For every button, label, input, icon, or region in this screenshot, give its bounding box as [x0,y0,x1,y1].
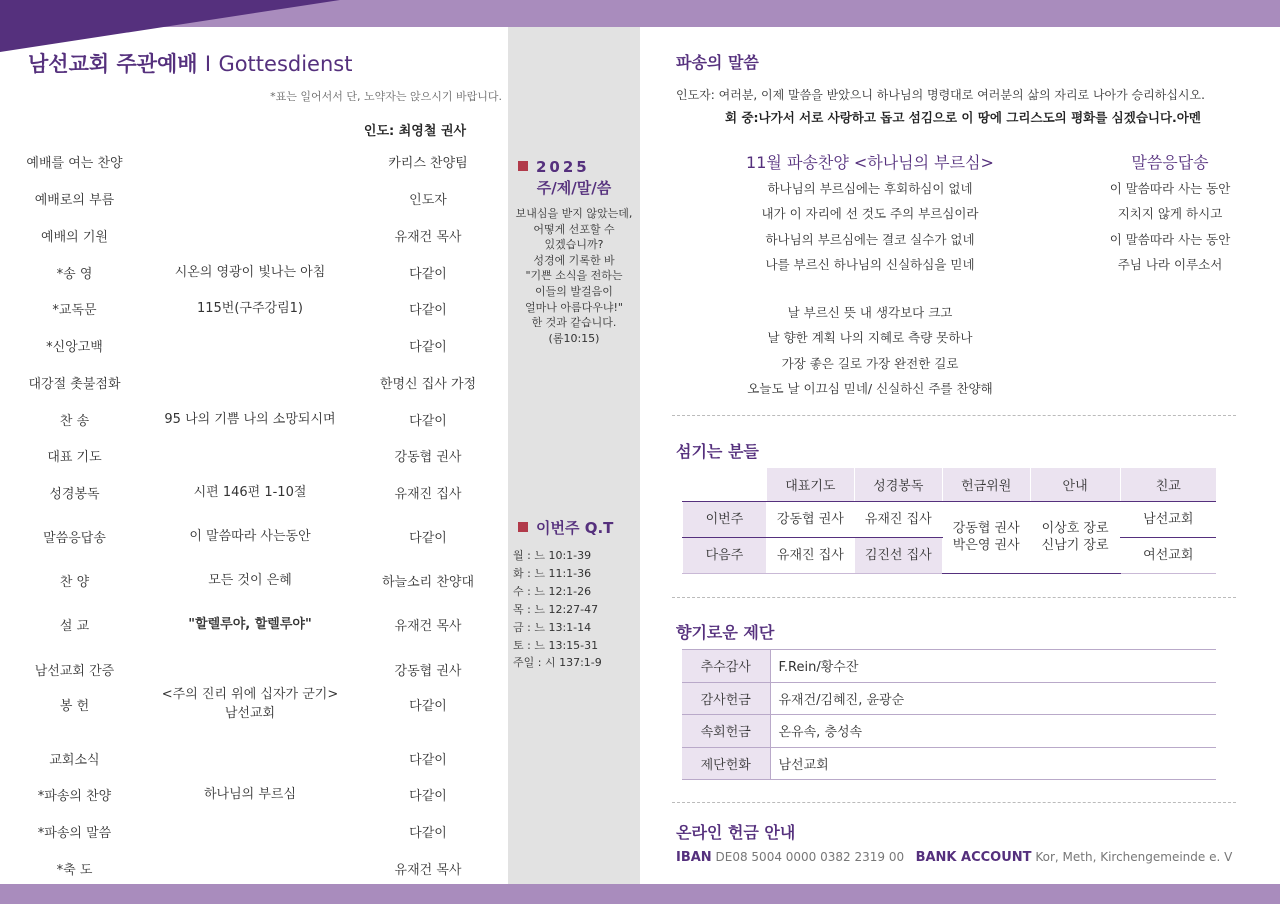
standing-note: *표는 일어서서 단, 노약자는 앉으시기 바랍니다. [270,90,502,103]
bottom-band [0,884,1280,904]
offering-label: 감사헌금 [682,682,770,715]
order-row [0,263,505,285]
lyric-line: 가장 좋은 길로 가장 완전한 길로 [781,355,959,371]
theme-verse-heading: 주/제/말/씀 [536,179,612,197]
offering-label: 제단헌화 [682,747,770,780]
order-item-detail: "할렐루야, 할렐루야" [188,617,312,632]
order-item-name: *송 영 [56,267,93,282]
offerings-title: 향기로운 제단 [676,623,775,642]
order-item-name: *파송의 말씀 [37,826,112,841]
offering-label: 속회헌금 [682,715,770,748]
order-item-detail-line: 남선교회 [224,706,276,721]
order-row [0,749,505,771]
order-item-leader: 유재건 목사 [394,863,462,878]
row-label-next-week: 다음주 [683,537,767,573]
order-row [0,410,505,432]
sending-congregation-line: 회 중:나가서 서로 사랑하고 돕고 섬김으로 이 땅에 그리스도의 평화를 심겠습니다.아멘 [725,110,1201,125]
sending-song-verse1 [720,176,1020,278]
title-separator: I [204,52,212,76]
offering-row [682,650,1216,683]
order-item-leader: 강동협 권사 [394,450,462,465]
account-label: BANK ACCOUNT [915,850,1032,865]
order-item-name: 성경봉독 [49,487,100,502]
order-item-leader: 다같이 [409,414,447,429]
lyric-line: 이 말씀따라 사는 동안 [1109,181,1231,196]
order-item-detail: 시온의 영광이 빛나는 아침 [174,265,326,280]
order-row [0,226,505,248]
order-item-detail: 하나님의 부르심 [203,787,297,802]
usher-member: 이상호 장로 [1041,521,1109,536]
lyric-line: 지치지 않게 하시고 [1117,206,1223,222]
next-week-prayer: 유재진 집사 [766,537,854,573]
order-item-leader: 다같이 [409,531,447,546]
online-title: 온라인 헌금 안내 [676,823,796,842]
offering-team-member: 박은영 권사 [952,538,1020,553]
servers-header-row [683,468,1217,501]
header-reading: 성경봉독 [854,468,942,501]
offering-value: 유재건/김혜진, 윤광순 [770,682,1216,715]
iban-label: IBAN [676,850,712,865]
theme-verse-line: 얼마나 아름다우냐!" [525,300,623,314]
order-row [0,527,505,549]
order-item-name: 찬 송 [59,414,90,429]
this-week-reading: 유재진 집사 [854,501,942,537]
offerings-table [682,649,1216,780]
section-divider [672,597,1236,598]
order-row [0,571,505,593]
qt-item: 주일 : 시 137:1-9 [513,656,602,670]
order-item-name: 말씀응답송 [43,531,106,546]
order-item-name: 설 교 [59,619,90,634]
order-item-detail: 115번(구주강림1) [196,301,304,316]
header-ushers: 안내 [1030,468,1120,501]
offering-team [942,501,1030,573]
order-item-name: *축 도 [56,863,93,878]
square-bullet-icon [518,522,528,532]
order-item-leader: 인도자 [409,193,447,208]
order-item-detail: 모든 것이 은혜 [208,573,292,588]
row-label-this-week: 이번주 [683,501,767,537]
order-item-leader: 다같이 [409,267,447,282]
order-item-name: 예배의 기원 [41,230,108,245]
order-item-leader: 다같이 [409,753,447,768]
order-item-name: 대표 기도 [47,450,102,465]
qt-item: 월 : 느 10:1-39 [513,549,592,562]
order-row [0,615,505,637]
order-row [0,822,505,844]
order-item-leader: 하늘소리 찬양대 [381,575,475,590]
theme-verse-line: "기쁜 소식을 전하는 [525,269,623,283]
order-item-leader: 다같이 [409,340,447,355]
worship-leader: 인도: 최영철 권사 [363,124,467,139]
usher-member: 신남기 장로 [1041,538,1109,553]
order-row [0,483,505,505]
servers-row-this-week [683,501,1217,537]
order-item-name: 찬 양 [59,575,90,590]
order-item-leader: 다같이 [409,826,447,841]
order-item-detail: 시편 146편 1-10절 [193,485,307,500]
order-item-detail-line: <주의 진리 위에 십자가 군기> [161,687,339,702]
qt-item: 토 : 느 13:15-31 [513,638,599,652]
response-song-lyrics [1090,176,1250,278]
order-item-name: 예배로의 부름 [34,193,115,208]
lyric-line: 오늘도 날 이끄심 믿네/ 신실하신 주를 찬양해 [747,381,993,397]
order-item-name: *교독문 [52,303,97,318]
order-row [0,299,505,321]
theme-verse-line: 어떻게 선포할 수 [533,222,615,236]
ushers [1030,501,1120,573]
order-row [0,446,505,468]
lyric-line: 이 말씀따라 사는 동안 [1109,231,1231,247]
order-item-leader: 다같이 [409,699,447,714]
order-item-name: 남선교회 간증 [34,664,115,679]
order-item-leader: 유재진 집사 [394,487,462,502]
order-item-name: 예배를 여는 찬양 [26,156,123,171]
qt-item: 화 : 느 11:1-36 [513,566,592,580]
lyric-line: 주님 나라 이루소서 [1117,257,1223,273]
order-item-name: *신앙고백 [46,340,103,355]
account-value: Kor, Meth, Kirchengemeinde e. V [1035,850,1233,864]
offering-row [682,715,1216,748]
iban-value: DE08 5004 0000 0382 2319 00 [715,850,905,864]
order-row [0,660,505,682]
servers-table [682,468,1216,574]
servers-title: 섬기는 분들 [676,442,759,461]
header-prayer: 대표기도 [766,468,854,501]
sending-song-title: 11월 파송찬양 <하나님의 부르심> [746,153,994,172]
order-item-name: 봉 헌 [59,699,90,714]
section-divider [672,415,1236,416]
page-title [28,48,352,78]
next-week-reading: 김진선 집사 [854,537,942,573]
order-item-name: 교회소식 [49,753,100,768]
order-item-name: *파송의 찬양 [37,789,112,804]
sending-song-verse2 [720,300,1020,402]
qt-heading: 이번주 Q.T [518,517,613,538]
theme-verse-text [510,206,638,346]
sending-title: 파송의 말씀 [676,53,759,72]
order-item-detail [145,685,355,723]
theme-verse-line: 있겠습니까? [544,238,604,252]
middle-column-background [508,27,640,884]
order-row [0,189,505,211]
order-item-leader: 한명신 집사 가정 [379,377,477,392]
order-item-leader: 유재건 목사 [394,619,462,634]
response-song-title: 말씀응답송 [1131,153,1209,172]
lyric-line: 날 향한 계획 나의 지혜로 측량 못하나 [767,330,973,346]
theme-verse-line: 이들의 발걸음이 [535,284,613,298]
this-week-prayer: 강동협 권사 [766,501,854,537]
order-row [0,152,505,174]
section-divider [672,802,1236,803]
header-offering: 헌금위원 [942,468,1030,501]
lyric-line: 나를 부르신 하나님의 신실하심을 믿네 [765,257,975,273]
this-week-fellowship: 남선교회 [1120,501,1216,537]
order-row [0,687,505,721]
theme-verse-line: 한 것과 같습니다. [531,316,617,330]
lyric-line: 하나님의 부르심에는 결코 실수가 없네 [765,231,975,247]
offering-value: F.Rein/황수잔 [770,650,1216,683]
title-korean: 남선교회 주관예배 [28,52,198,76]
order-item-leader: 다같이 [409,303,447,318]
qt-item: 금 : 느 13:1-14 [513,620,592,634]
order-row [0,859,505,881]
offering-value: 남선교회 [770,747,1216,780]
header-fellowship: 친교 [1120,468,1216,501]
offering-row [682,682,1216,715]
order-item-leader: 다같이 [409,789,447,804]
order-item-leader: 강동협 권사 [394,664,462,679]
order-item-leader: 카리스 찬양팀 [388,156,468,171]
offering-value: 온유속, 충성속 [770,715,1216,748]
order-row [0,336,505,358]
title-german: Gottesdienst [218,52,353,76]
sending-leader-line: 인도자: 여러분, 이제 말씀을 받았으니 하나님의 명령대로 여러분의 삶의 자리로 나아가 승리하십시오. [676,88,1205,102]
offering-row [682,747,1216,780]
qt-list [513,547,602,672]
qt-item: 수 : 느 12:1-26 [513,584,592,598]
order-item-detail: 95 나의 기쁨 나의 소망되시며 [164,412,336,427]
order-row [0,785,505,807]
theme-verse-line: (롬10:15) [548,331,600,345]
order-item-detail: 이 말씀따라 사는동안 [189,529,311,544]
theme-verse-line: 보내심을 받지 않았는데, [515,207,633,220]
header-empty [683,468,767,501]
lyric-line: 내가 이 자리에 선 것도 주의 부르심이라 [761,206,979,222]
order-row [0,373,505,395]
qt-item: 목 : 느 12:27-47 [513,602,599,616]
next-week-fellowship: 여선교회 [1120,537,1216,573]
lyric-line: 하나님의 부르심에는 후회하심이 없네 [767,181,973,196]
offering-label: 추수감사 [682,650,770,683]
order-item-leader: 유재건 목사 [394,230,462,245]
offering-team-member: 강동협 권사 [952,521,1020,536]
bank-info [676,850,1232,865]
order-item-name: 대강절 촛불점화 [28,377,121,392]
theme-verse-year: 2025 [518,158,590,176]
theme-verse-line: 성경에 기록한 바 [533,253,615,267]
lyric-line: 날 부르신 뜻 내 생각보다 크고 [787,305,953,320]
square-bullet-icon [518,161,528,171]
